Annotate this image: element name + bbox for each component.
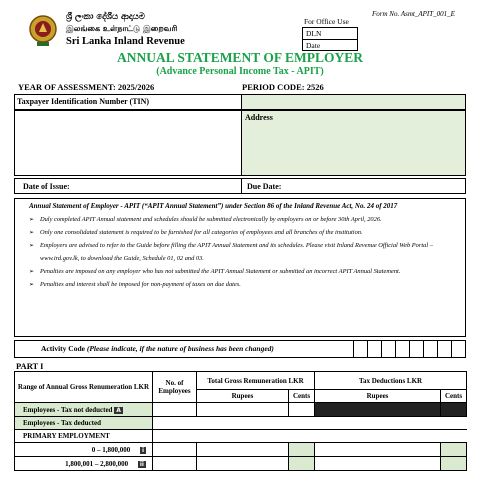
row-label xyxy=(15,403,153,417)
office-use-box xyxy=(302,27,358,51)
gross-rupees-header: Rupees xyxy=(197,390,289,403)
row-label xyxy=(15,443,153,457)
gross-cents-input[interactable] xyxy=(289,403,315,417)
instruction-item: ➢ Only one consolidated statement is required to be furnished for all categories of employees and all branches of the institution. xyxy=(29,226,451,239)
tax-cents-input[interactable] xyxy=(441,443,467,457)
org-name-sinhala: ශ්‍රී ලංකා දේශීය ආදායම xyxy=(66,12,145,22)
part-label: PART I xyxy=(16,361,44,371)
gross-rupees-input[interactable] xyxy=(197,443,289,457)
row-spacer xyxy=(153,430,467,443)
org-name-tamil: இலங்கை உள்நாட்டு இறைவரி xyxy=(66,24,178,33)
row-label xyxy=(15,457,153,471)
instruction-item: ➢ Employers are advised to refer to the Guide before filling the APIT Annual Statement and its schedules. Please visit Inland Revenue Official Web Portal – www.ird.gov.lk, to download the Guide, Schedule 01, 02 and 03. xyxy=(29,239,451,265)
tin-label: Taxpayer Identification Number (TIN) xyxy=(17,97,150,106)
emblem-logo xyxy=(28,13,58,47)
due-date-label: Due Date: xyxy=(247,182,282,191)
name-address-row xyxy=(14,110,466,176)
col-gross-header: Total Gross Remuneration LKR xyxy=(197,372,315,390)
tax-rupees-input[interactable] xyxy=(315,443,441,457)
page-subtitle: (Advance Personal Income Tax - APIT) xyxy=(156,66,324,77)
date-field: Date xyxy=(303,39,357,50)
tax-rupees-header: Rupees xyxy=(315,390,441,403)
tax-cents-disabled xyxy=(441,403,467,417)
row-label-text: 1,800,001 – 2,800,000 xyxy=(65,459,129,468)
instruction-item: ➢ Penalties are imposed on any employer who has not submitted the APIT Annual Statement or submitted an incorrect APIT Annual Statement. xyxy=(29,265,451,278)
activity-code-hint: (Please indicate, if the nature of business has been changed) xyxy=(86,344,274,353)
row-label: Employees - Tax deducted xyxy=(15,417,153,430)
address-input[interactable] xyxy=(241,111,465,175)
activity-code-row xyxy=(14,340,466,358)
row-spacer xyxy=(153,417,467,430)
instructions-box xyxy=(14,198,466,337)
instructions-list xyxy=(29,213,451,291)
year-of-assessment: YEAR OF ASSESSMENT: 2025/2026 xyxy=(18,82,155,92)
table-row xyxy=(15,430,467,443)
employees-input[interactable] xyxy=(153,457,197,471)
table-row xyxy=(15,403,467,417)
form-number: Form No. Asmt_APIT_001_E xyxy=(372,10,455,18)
table-row xyxy=(15,417,467,430)
address-label: Address xyxy=(245,113,273,122)
employer-name-input[interactable] xyxy=(15,111,241,175)
instruction-item: ➢ Duly completed APIT Annual statement and schedules should be submitted electronically by employers on or before 30th April, 2026. xyxy=(29,213,451,226)
gross-rupees-input[interactable] xyxy=(197,457,289,471)
page-title: ANNUAL STATEMENT OF EMPLOYER xyxy=(117,50,363,65)
dln-field: DLN xyxy=(306,29,322,38)
col-employees-header: No. of Employees xyxy=(153,372,197,403)
row-code: ii xyxy=(139,460,144,468)
divider xyxy=(241,179,242,193)
gross-cents-input[interactable] xyxy=(289,457,315,471)
row-label-text: Employees - Tax not deducted xyxy=(23,405,113,414)
activity-code-input[interactable] xyxy=(353,341,465,357)
tin-input[interactable] xyxy=(241,95,465,109)
tax-cents-input[interactable] xyxy=(441,457,467,471)
employees-input[interactable] xyxy=(153,403,197,417)
period-code: PERIOD CODE: 2526 xyxy=(242,82,324,92)
activity-code-label xyxy=(41,344,274,353)
tin-row xyxy=(14,94,466,110)
part-one-table xyxy=(14,371,467,471)
instructions-heading: Annual Statement of Employer - APIT (“APIT Annual Statement”) under Section 86 of the Inland Revenue Act, No. 24 of 2017 xyxy=(29,202,398,210)
col-tax-header: Tax Deductions LKR xyxy=(315,372,467,390)
instruction-item: ➢ Penalties and interest shall be imposed for non-payment of taxes on due dates. xyxy=(29,278,451,291)
tax-rupees-input[interactable] xyxy=(315,457,441,471)
org-name-english: Sri Lanka Inland Revenue xyxy=(66,36,185,47)
col-range-header: Range of Annual Gross Renumeration LKR xyxy=(15,372,153,403)
gross-cents-input[interactable] xyxy=(289,443,315,457)
dates-row xyxy=(14,178,466,194)
office-use-label: For Office Use xyxy=(304,17,349,26)
table-row xyxy=(15,457,467,471)
tax-cents-header: Cents xyxy=(441,390,467,403)
date-of-issue-label: Date of Issue: xyxy=(23,182,70,191)
row-code: A xyxy=(116,406,121,414)
gross-cents-header: Cents xyxy=(289,390,315,403)
tax-rupees-disabled xyxy=(315,403,441,417)
row-label: PRIMARY EMPLOYMENT xyxy=(15,430,153,443)
table-row xyxy=(15,443,467,457)
gross-rupees-input[interactable] xyxy=(197,403,289,417)
activity-code-title: Activity Code xyxy=(41,344,85,353)
row-code: i xyxy=(141,446,144,454)
row-label-text: 0 – 1,800,000 xyxy=(91,445,131,454)
employees-input[interactable] xyxy=(153,443,197,457)
